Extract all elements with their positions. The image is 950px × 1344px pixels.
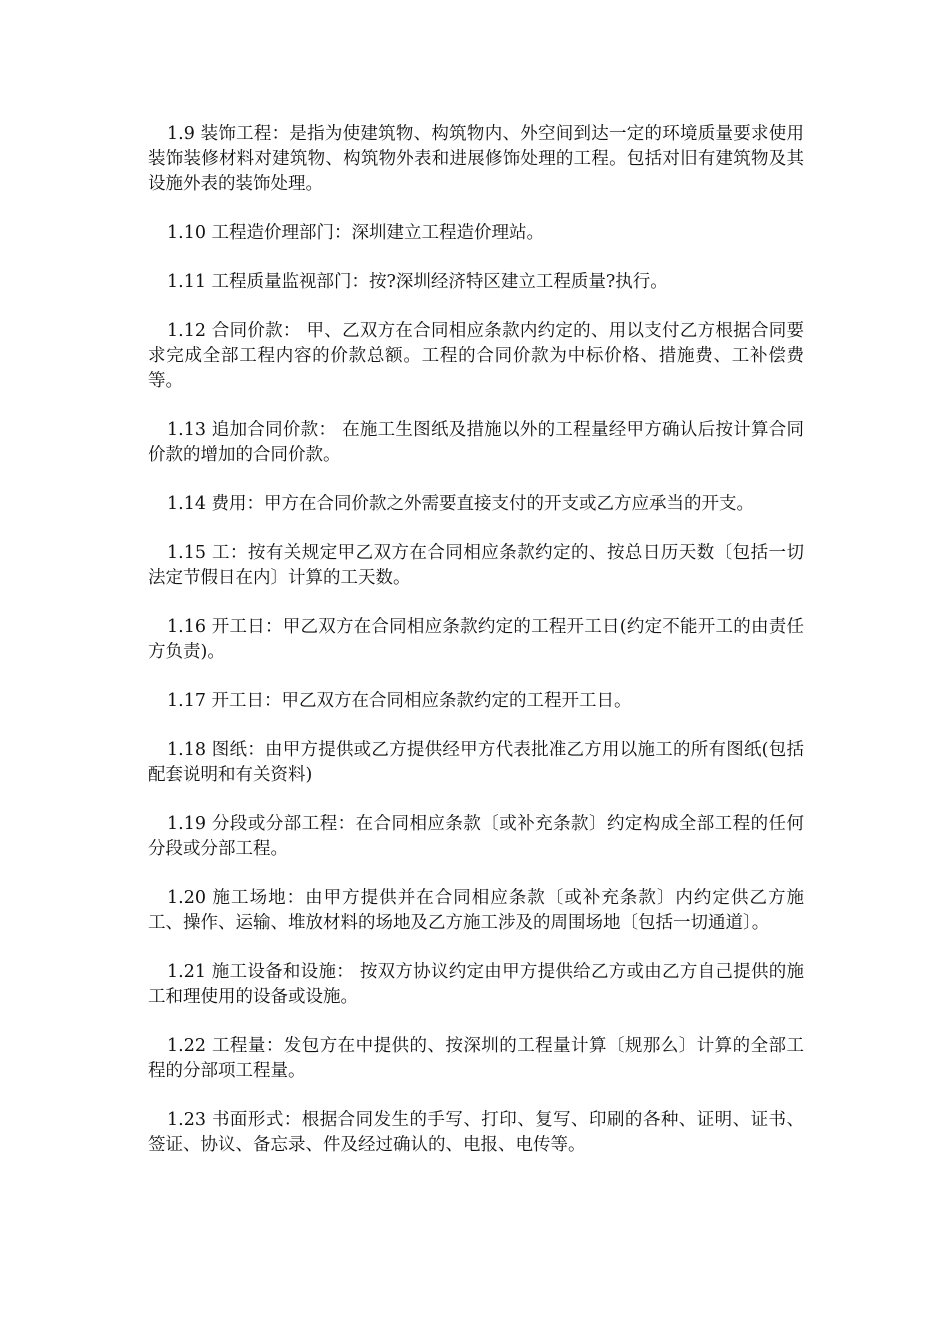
document-body [148,122,804,1182]
clause-1-14: 1.14 费用：甲方在合同价款之外需要直接支付的开支或乙方应承当的开支。 [167,494,755,514]
clause-1-16: 1.16 开工日：甲乙双方在合同相应条款约定的工程开工日(约定不能开工的由责任方负责)。 [148,617,804,662]
clause-1-10: 1.10 工程造价理部门：深圳建立工程造价理站。 [167,223,545,243]
clause-1-17: 1.17 开工日：甲乙双方在合同相应条款约定的工程开工日。 [167,691,632,711]
clause-1-20: 1.20 施工场地：由甲方提供并在合同相应条款〔或补充条款〕内约定供乙方施工、操作、运输、堆放材料的场地及乙方施工涉及的周围场地〔包括一切通道〕。 [148,888,804,933]
clause-1-22: 1.22 工程量：发包方在中提供的、按深圳的工程量计算〔规那么〕计算的全部工程的分部项工程量。 [148,1036,804,1081]
clause-1-12: 1.12 合同价款： 甲、乙双方在合同相应条款内约定的、用以支付乙方根据合同要求完成全部工程内容的价款总额。工程的合同价款为中标价格、措施费、工补偿费等。 [148,321,804,391]
clause-1-13: 1.13 追加合同价款： 在施工生图纸及措施以外的工程量经甲方确认后按计算合同价款的增加的合同价款。 [148,420,804,465]
clause-1-21: 1.21 施工设备和设施： 按双方协议约定由甲方提供给乙方或由乙方自己提供的施工和理使用的设备或设施。 [148,962,804,1007]
clause-1-19: 1.19 分段或分部工程：在合同相应条款〔或补充条款〕约定构成全部工程的任何分段或分部工程。 [148,814,804,859]
clause-1-18: 1.18 图纸：由甲方提供或乙方提供经甲方代表批准乙方用以施工的所有图纸(包括配套说明和有关资料) [148,740,804,785]
clause-1-23: 1.23 书面形式：根据合同发生的手写、打印、复写、印刷的各种、证明、证书、签证、协议、备忘录、件及经过确认的、电报、电传等。 [148,1110,804,1155]
clause-1-15: 1.15 工：按有关规定甲乙双方在合同相应条款约定的、按总日历天数〔包括一切法定节假日在内〕计算的工天数。 [148,543,804,588]
clause-1-9: 1.9 装饰工程：是指为使建筑物、构筑物内、外空间到达一定的环境质量要求使用装饰装修材料对建筑物、构筑物外表和进展修饰处理的工程。包括对旧有建筑物及其设施外表的装饰处理。 [148,124,804,194]
clause-1-11: 1.11 工程质量监视部门：按?深圳经济特区建立工程质量?执行。 [167,272,668,292]
